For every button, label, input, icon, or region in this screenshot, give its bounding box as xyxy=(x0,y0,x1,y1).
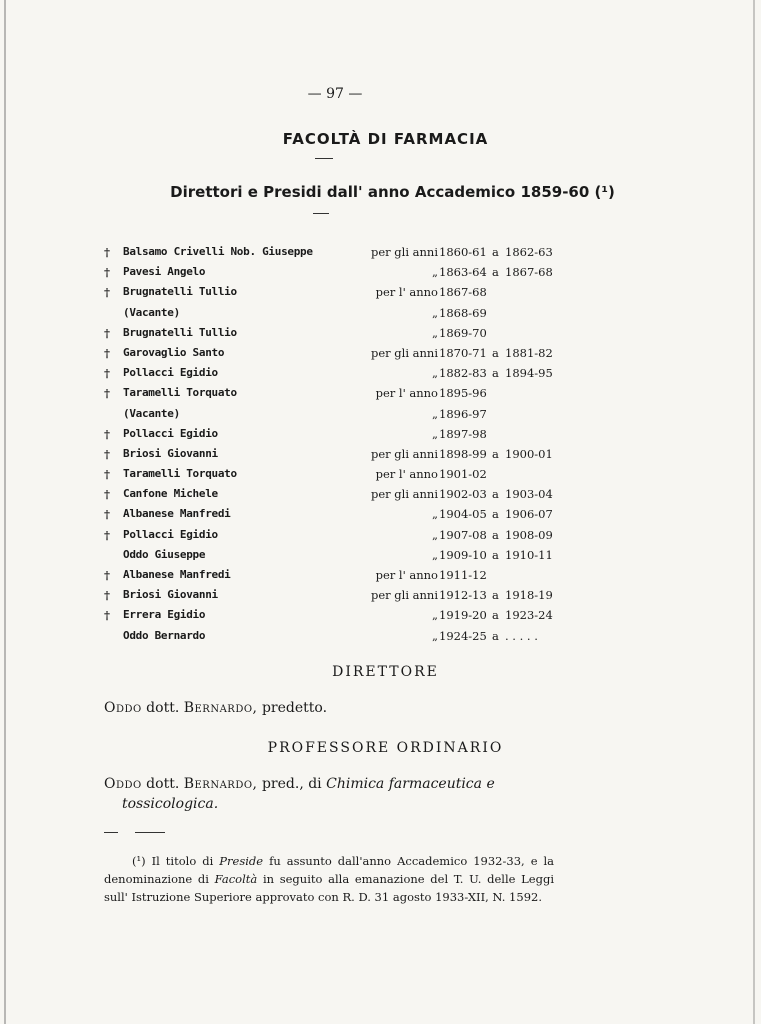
entry-name: Errera Egidio xyxy=(123,608,206,622)
list-item xyxy=(104,585,564,605)
entry-year-start: 1896-97 xyxy=(439,406,487,421)
footnote xyxy=(104,852,554,906)
entry-period-label: „ xyxy=(432,406,438,421)
entry-year-end: 1910-11 xyxy=(505,547,553,562)
dagger-mark: † xyxy=(104,366,111,381)
subtitle-rule xyxy=(313,213,329,214)
entry-name: Briosi Giovanni xyxy=(123,588,218,602)
footnote-text-4: in seguito alla emanazione del T. U. xyxy=(262,872,482,886)
professore-entry xyxy=(104,776,495,792)
dagger-mark: † xyxy=(104,487,111,502)
list-item xyxy=(104,282,564,302)
entry-separator: a xyxy=(492,527,499,542)
dagger-mark: † xyxy=(104,285,111,300)
entry-period-label: „ xyxy=(432,507,438,522)
entry-year-start: 1868-69 xyxy=(439,305,487,320)
entry-year-start: 1909-10 xyxy=(439,547,487,562)
list-item xyxy=(104,242,564,262)
dagger-mark: † xyxy=(104,527,111,542)
direttore-heading: DIRETTORE xyxy=(332,664,439,680)
entry-separator: a xyxy=(492,487,499,502)
entry-name: Taramelli Torquato xyxy=(123,467,237,481)
list-item xyxy=(104,343,564,363)
list-item xyxy=(104,444,564,464)
entry-period-label: per gli anni xyxy=(370,588,438,603)
entry-period-label: per gli anni xyxy=(370,446,438,461)
professore-mid: pred., di xyxy=(261,776,322,792)
list-item xyxy=(104,323,564,343)
professore-surname: Oddo xyxy=(104,776,142,792)
direttore-title: dott. xyxy=(146,700,180,716)
entry-separator: a xyxy=(492,507,499,522)
entry-year-end: 1881-82 xyxy=(505,345,553,360)
entry-year-start: 1902-03 xyxy=(439,487,487,502)
entry-name: Garovaglio Santo xyxy=(123,345,225,359)
list-item xyxy=(104,383,564,403)
footnote-rule-long xyxy=(135,832,165,833)
entry-year-start: 1897-98 xyxy=(439,426,487,441)
entry-year-start: 1901-02 xyxy=(439,467,487,482)
directors-list xyxy=(104,242,564,646)
entry-period-label: per gli anni xyxy=(370,245,438,259)
entry-year-end: 1908-09 xyxy=(505,527,553,542)
list-item xyxy=(104,605,564,625)
entry-year-end: 1862-63 xyxy=(505,245,553,259)
footnote-text-3: e la denominazione di xyxy=(104,854,555,886)
scan-edge-left xyxy=(4,0,6,1024)
footnote-text-1: Il titolo di xyxy=(151,854,214,868)
footnote-facolta: Facoltà xyxy=(214,872,258,886)
entry-name: (Vacante) xyxy=(123,305,180,319)
dagger-mark: † xyxy=(104,386,111,401)
footnote-rule-short xyxy=(104,832,118,833)
page-number: — 97 — xyxy=(307,86,363,102)
footnote-mark: (¹) xyxy=(132,854,146,868)
entry-name: Pollacci Egidio xyxy=(123,527,218,541)
entry-name: Brugnatelli Tullio xyxy=(123,325,237,339)
entry-period-label: „ xyxy=(432,366,438,381)
dagger-mark: † xyxy=(104,568,111,582)
entry-separator: a xyxy=(492,366,499,381)
entry-name: Brugnatelli Tullio xyxy=(123,285,237,299)
entry-separator: a xyxy=(492,588,499,603)
list-item xyxy=(104,565,564,585)
entry-name: Canfone Michele xyxy=(123,487,218,501)
dagger-mark: † xyxy=(104,467,111,482)
entry-name: Taramelli Torquato xyxy=(123,386,237,400)
entry-period-label: per gli anni xyxy=(370,345,438,360)
dagger-mark: † xyxy=(104,608,111,623)
entry-name: Pavesi Angelo xyxy=(123,265,206,279)
entry-name: Pollacci Egidio xyxy=(123,366,218,380)
direttore-rest: predetto. xyxy=(261,700,328,716)
dagger-mark: † xyxy=(104,426,111,441)
entry-year-end: 1906-07 xyxy=(505,507,553,522)
entry-year-start: 1870-71 xyxy=(439,345,487,360)
entry-year-start: 1924-25 xyxy=(439,628,487,643)
entry-separator: a xyxy=(492,628,499,643)
list-item xyxy=(104,424,564,444)
list-item xyxy=(104,525,564,545)
entry-period-label: „ xyxy=(432,527,438,542)
direttore-firstname: Bernardo, xyxy=(183,700,258,716)
entry-separator: a xyxy=(492,608,499,623)
dagger-mark: † xyxy=(104,245,111,259)
entry-period-label: „ xyxy=(432,265,438,280)
professore-subject-line1: Chimica farmaceutica e xyxy=(326,776,495,792)
list-item xyxy=(104,545,564,565)
footnote-text-2: fu assunto dall'anno Accademico 1932-33, xyxy=(269,854,525,868)
entry-name: Pollacci Egidio xyxy=(123,426,218,440)
footnote-preside: Preside xyxy=(219,854,264,868)
entry-year-end: 1867-68 xyxy=(505,265,553,280)
entry-period-label: per gli anni xyxy=(370,487,438,502)
faculty-title: FACOLTÀ DI FARMACIA xyxy=(282,130,489,148)
entry-period-label: „ xyxy=(432,547,438,562)
entry-period-label: per l' anno xyxy=(375,568,438,582)
professore-title: dott. xyxy=(146,776,180,792)
dagger-mark: † xyxy=(104,588,111,603)
section-subtitle: Direttori e Presidi dall' anno Accademico 1859-60 (¹) xyxy=(170,183,615,201)
dagger-mark: † xyxy=(104,446,111,461)
entry-separator: a xyxy=(492,446,499,461)
entry-name: Balsamo Crivelli Nob. Giuseppe xyxy=(123,245,313,258)
entry-year-end: 1894-95 xyxy=(505,366,553,381)
dagger-mark: † xyxy=(104,345,111,360)
entry-year-start: 1882-83 xyxy=(439,366,487,381)
footnote-text-5: delle Leggi sull' Istruzione Superiore approvato con R. D. 31 agosto xyxy=(104,872,555,904)
professore-subject-line2: tossicologica. xyxy=(122,796,219,812)
entry-period-label: „ xyxy=(432,305,438,320)
entry-name: Oddo Giuseppe xyxy=(123,547,206,561)
list-item xyxy=(104,484,564,504)
entry-year-start: 1898-99 xyxy=(439,446,487,461)
entry-year-start: 1912-13 xyxy=(439,588,487,603)
list-item xyxy=(104,464,564,484)
entry-separator: a xyxy=(492,547,499,562)
footnote-text-6: 1933-XII, N. 1592. xyxy=(435,890,542,904)
entry-year-start: 1869-70 xyxy=(439,325,487,340)
entry-separator: a xyxy=(492,245,499,259)
list-item xyxy=(104,262,564,282)
entry-name: Briosi Giovanni xyxy=(123,446,218,460)
professore-firstname: Bernardo, xyxy=(183,776,258,792)
entry-period-label: per l' anno xyxy=(375,467,438,482)
entry-separator: a xyxy=(492,265,499,280)
entry-year-start: 1904-05 xyxy=(439,507,487,522)
dagger-mark: † xyxy=(104,265,111,280)
entry-period-label: per l' anno xyxy=(375,386,438,401)
dagger-mark: † xyxy=(104,507,111,522)
scan-edge-right xyxy=(753,0,755,1024)
entry-year-start: 1863-64 xyxy=(439,265,487,280)
entry-year-start: 1895-96 xyxy=(439,386,487,401)
entry-name: Oddo Bernardo xyxy=(123,628,206,642)
entry-name: Albanese Manfredi xyxy=(123,568,231,581)
list-item xyxy=(104,404,564,424)
entry-year-start: 1907-08 xyxy=(439,527,487,542)
entry-year-end: 1903-04 xyxy=(505,487,553,502)
entry-period-label: per l' anno xyxy=(375,285,438,300)
professore-heading: PROFESSORE ORDINARIO xyxy=(267,740,504,756)
entry-year-start: 1860-61 xyxy=(439,245,487,259)
direttore-entry xyxy=(104,700,327,716)
entry-period-label: „ xyxy=(432,426,438,441)
entry-name: Albanese Manfredi xyxy=(123,507,231,521)
entry-year-end: . . . . . xyxy=(505,628,538,643)
list-item xyxy=(104,504,564,524)
direttore-surname: Oddo xyxy=(104,700,142,716)
entry-year-start: 1911-12 xyxy=(439,568,487,582)
entry-year-start: 1867-68 xyxy=(439,285,487,300)
list-item xyxy=(104,626,564,646)
entry-period-label: „ xyxy=(432,628,438,643)
entry-year-start: 1919-20 xyxy=(439,608,487,623)
entry-period-label: „ xyxy=(432,325,438,340)
list-item xyxy=(104,303,564,323)
entry-year-end: 1900-01 xyxy=(505,446,553,461)
title-rule xyxy=(315,158,333,159)
entry-year-end: 1918-19 xyxy=(505,588,553,603)
list-item xyxy=(104,363,564,383)
entry-period-label: „ xyxy=(432,608,438,623)
entry-year-end: 1923-24 xyxy=(505,608,553,623)
entry-name: (Vacante) xyxy=(123,406,180,420)
entry-separator: a xyxy=(492,345,499,360)
dagger-mark: † xyxy=(104,325,111,340)
